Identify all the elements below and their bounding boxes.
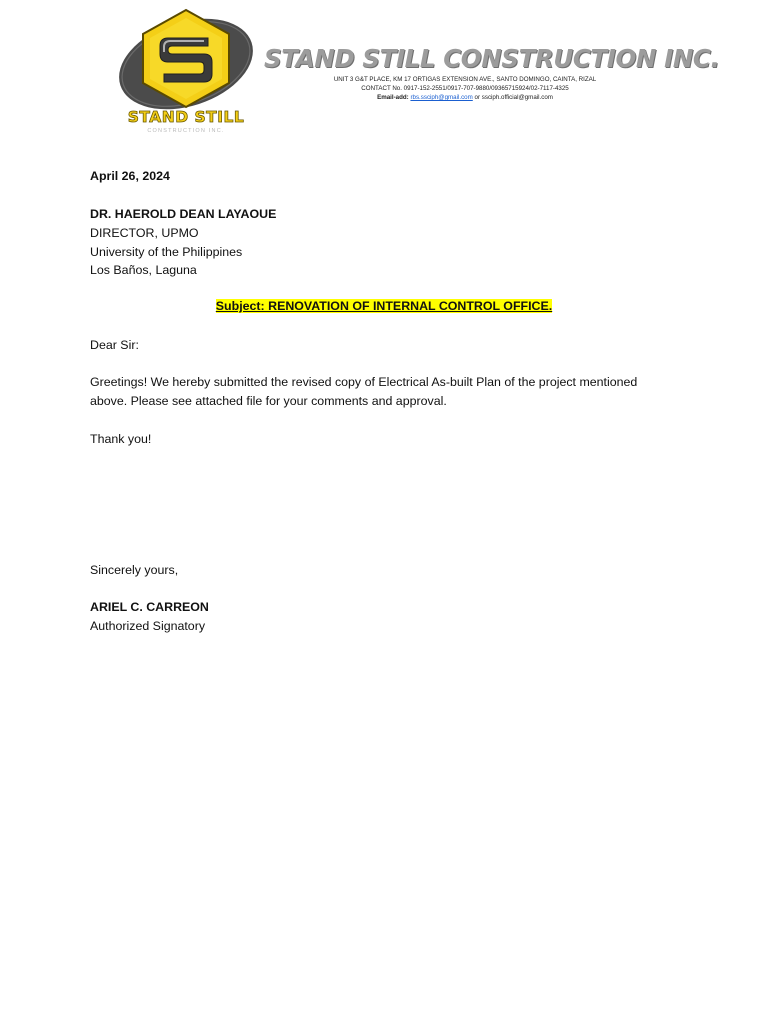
closing: Sincerely yours,	[90, 563, 179, 577]
recipient-title: DIRECTOR, UPMO	[90, 226, 199, 240]
body-paragraph: Greetings! We hereby submitted the revised copy of Electrical As-built Plan of the project mentioned above. Please see attached file for your comments and approval.	[90, 375, 638, 408]
logo-subtitle: CONSTRUCTION INC.	[147, 128, 225, 134]
company-contact-numbers: CONTACT No. 0917-152-2551/0917-707-9880/09365715924/02-7117-4325	[361, 85, 569, 92]
recipient-name: DR. HAEROLD DEAN LAYAOUE	[90, 207, 277, 221]
email-secondary: ssciph.official@gmail.com	[481, 94, 553, 101]
company-email-line	[270, 95, 660, 101]
recipient-institution: University of the Philippines	[90, 245, 243, 259]
salutation: Dear Sir:	[90, 338, 139, 352]
logo-wordmark: STAND STILL	[127, 108, 245, 126]
company-name: STAND STILL CONSTRUCTION INC.	[264, 44, 720, 73]
subject-line	[90, 297, 678, 316]
letter-date: April 26, 2024	[90, 169, 170, 183]
recipient-location: Los Baños, Laguna	[90, 263, 197, 277]
signatory-title: Authorized Signatory	[90, 619, 206, 633]
subject-text: Subject: RENOVATION OF INTERNAL CONTROL OFFICE.	[215, 299, 553, 313]
thanks-line: Thank you!	[90, 432, 152, 446]
company-address: UNIT 3 G&T PLACE, KM 17 ORTIGAS EXTENSION AVE., SANTO DOMINGO, CAINTA, RIZAL	[333, 76, 597, 83]
signatory-name: ARIEL C. CARREON	[90, 600, 209, 614]
letterhead	[0, 0, 768, 145]
email-label: Email-add:	[377, 94, 409, 101]
email-link-primary[interactable]: rbs.ssciph@gmail.com	[410, 94, 473, 101]
email-joiner: or	[474, 94, 481, 101]
